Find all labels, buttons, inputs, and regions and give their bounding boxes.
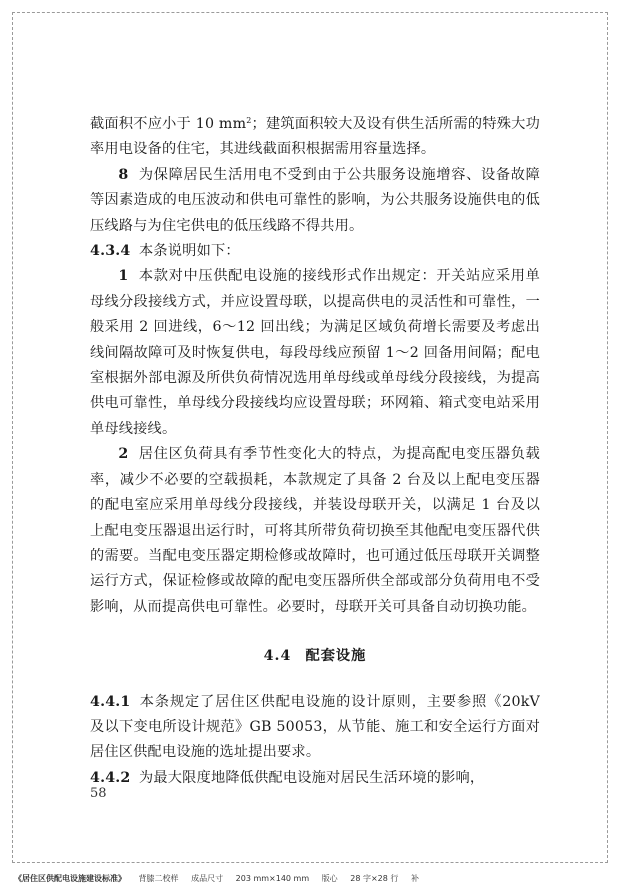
paragraph-text: ；建筑面积较大及设有供生活所需的特殊大功率用电设备的住宅，其进线截面积根据需用容量选择。 — [90, 116, 540, 158]
footer-proof: 背膝二校样 — [138, 874, 179, 883]
paragraph-item-1 — [90, 264, 540, 442]
paragraph-text: 居住区负荷具有季节性变化大的特点，为提高配电变压器负载率，减少不必要的空载损耗，本款规定了具备 2 台及以上配电变压器的配电室应采用单母线分段接线，并装设母联开关，以满足 1 台及以上配电变压器退出运行时，可将其所带负荷切换至其他配电变压器代供的需要。当配电变压器定期检修或故障时，也可通过低压母联开关调整运行方式，保证检修或故障的配电变压器所供全部或部分负荷用电不受影响，从而提高供电可靠性。必要时，母联开关可具备自动切换功能。 — [90, 446, 541, 615]
footer-book-title: 《居住区供配电设施建设标准》 — [14, 874, 126, 883]
paragraph-text: 本款对中压供配电设施的接线形式作出规定：开关站应采用单母线分段接线方式，并应设置母联，以提高供电的灵活性和可靠性，一般采用 2 回进线，6～12 回出线；为满足区域负荷增长需要及考虑出线间隔故障可及时恢复供电，每段母线应预留 1～2 回备用间隔；配电室根据外部电源及所供负荷情况选用单母线或单母线分段接线，为提高供电可靠性，单母线分段接线均应设置母联；环网箱、箱式变电站采用单母线接线。 — [90, 268, 541, 437]
paragraph-text: 本条规定了居住区供配电设施的设计原则，主要参照《20kV 及以下变电所设计规范》GB 50053，从节能、施工和安全运行方面对居住区供配电设施的选址提出要求。 — [90, 693, 540, 761]
item-number: 1 — [118, 268, 129, 285]
footer-mark: 补 — [410, 874, 419, 883]
clause-number: 4.3.4 — [90, 243, 131, 260]
paragraph — [90, 112, 540, 163]
page-number: 58 — [90, 786, 107, 801]
section-label: 配套设施 — [305, 648, 367, 665]
footer-core-label: 版心 — [321, 874, 338, 883]
clause-4-4-1 — [90, 690, 540, 766]
footer-grid: 28 字×28 行 — [350, 874, 399, 883]
item-number: 8 — [118, 166, 129, 183]
section-heading — [90, 644, 540, 669]
paragraph-item-2 — [90, 442, 540, 620]
paragraph-text: 本条说明如下： — [139, 243, 240, 260]
footer-size: 203 mm×140 mm — [235, 874, 310, 883]
clause-4-4-2 — [90, 766, 540, 791]
footer-size-label: 成品尺寸 — [191, 874, 224, 883]
section-number: 4.4 — [263, 648, 292, 665]
paragraph-item-8 — [90, 163, 540, 239]
clause-number: 4.4.2 — [90, 769, 131, 786]
paragraph-text: 为保障居民生活用电不受到由于公共服务设施增容、设备故障等因素造成的电压波动和供电可靠性的影响，为公共服务设施供电的低压线路与为住宅供电的低压线路不得共用。 — [90, 166, 541, 234]
paragraph-text: 截面积不应小于 10 mm — [90, 116, 247, 132]
item-number: 2 — [118, 446, 129, 463]
clause-number: 4.4.1 — [90, 693, 131, 710]
document-body — [90, 112, 540, 791]
print-footer — [14, 873, 606, 884]
paragraph-text: 为最大限度地降低供配电设施对居民生活环境的影响， — [139, 769, 485, 786]
clause-4-3-4 — [90, 239, 540, 264]
superscript: 2 — [246, 116, 252, 125]
